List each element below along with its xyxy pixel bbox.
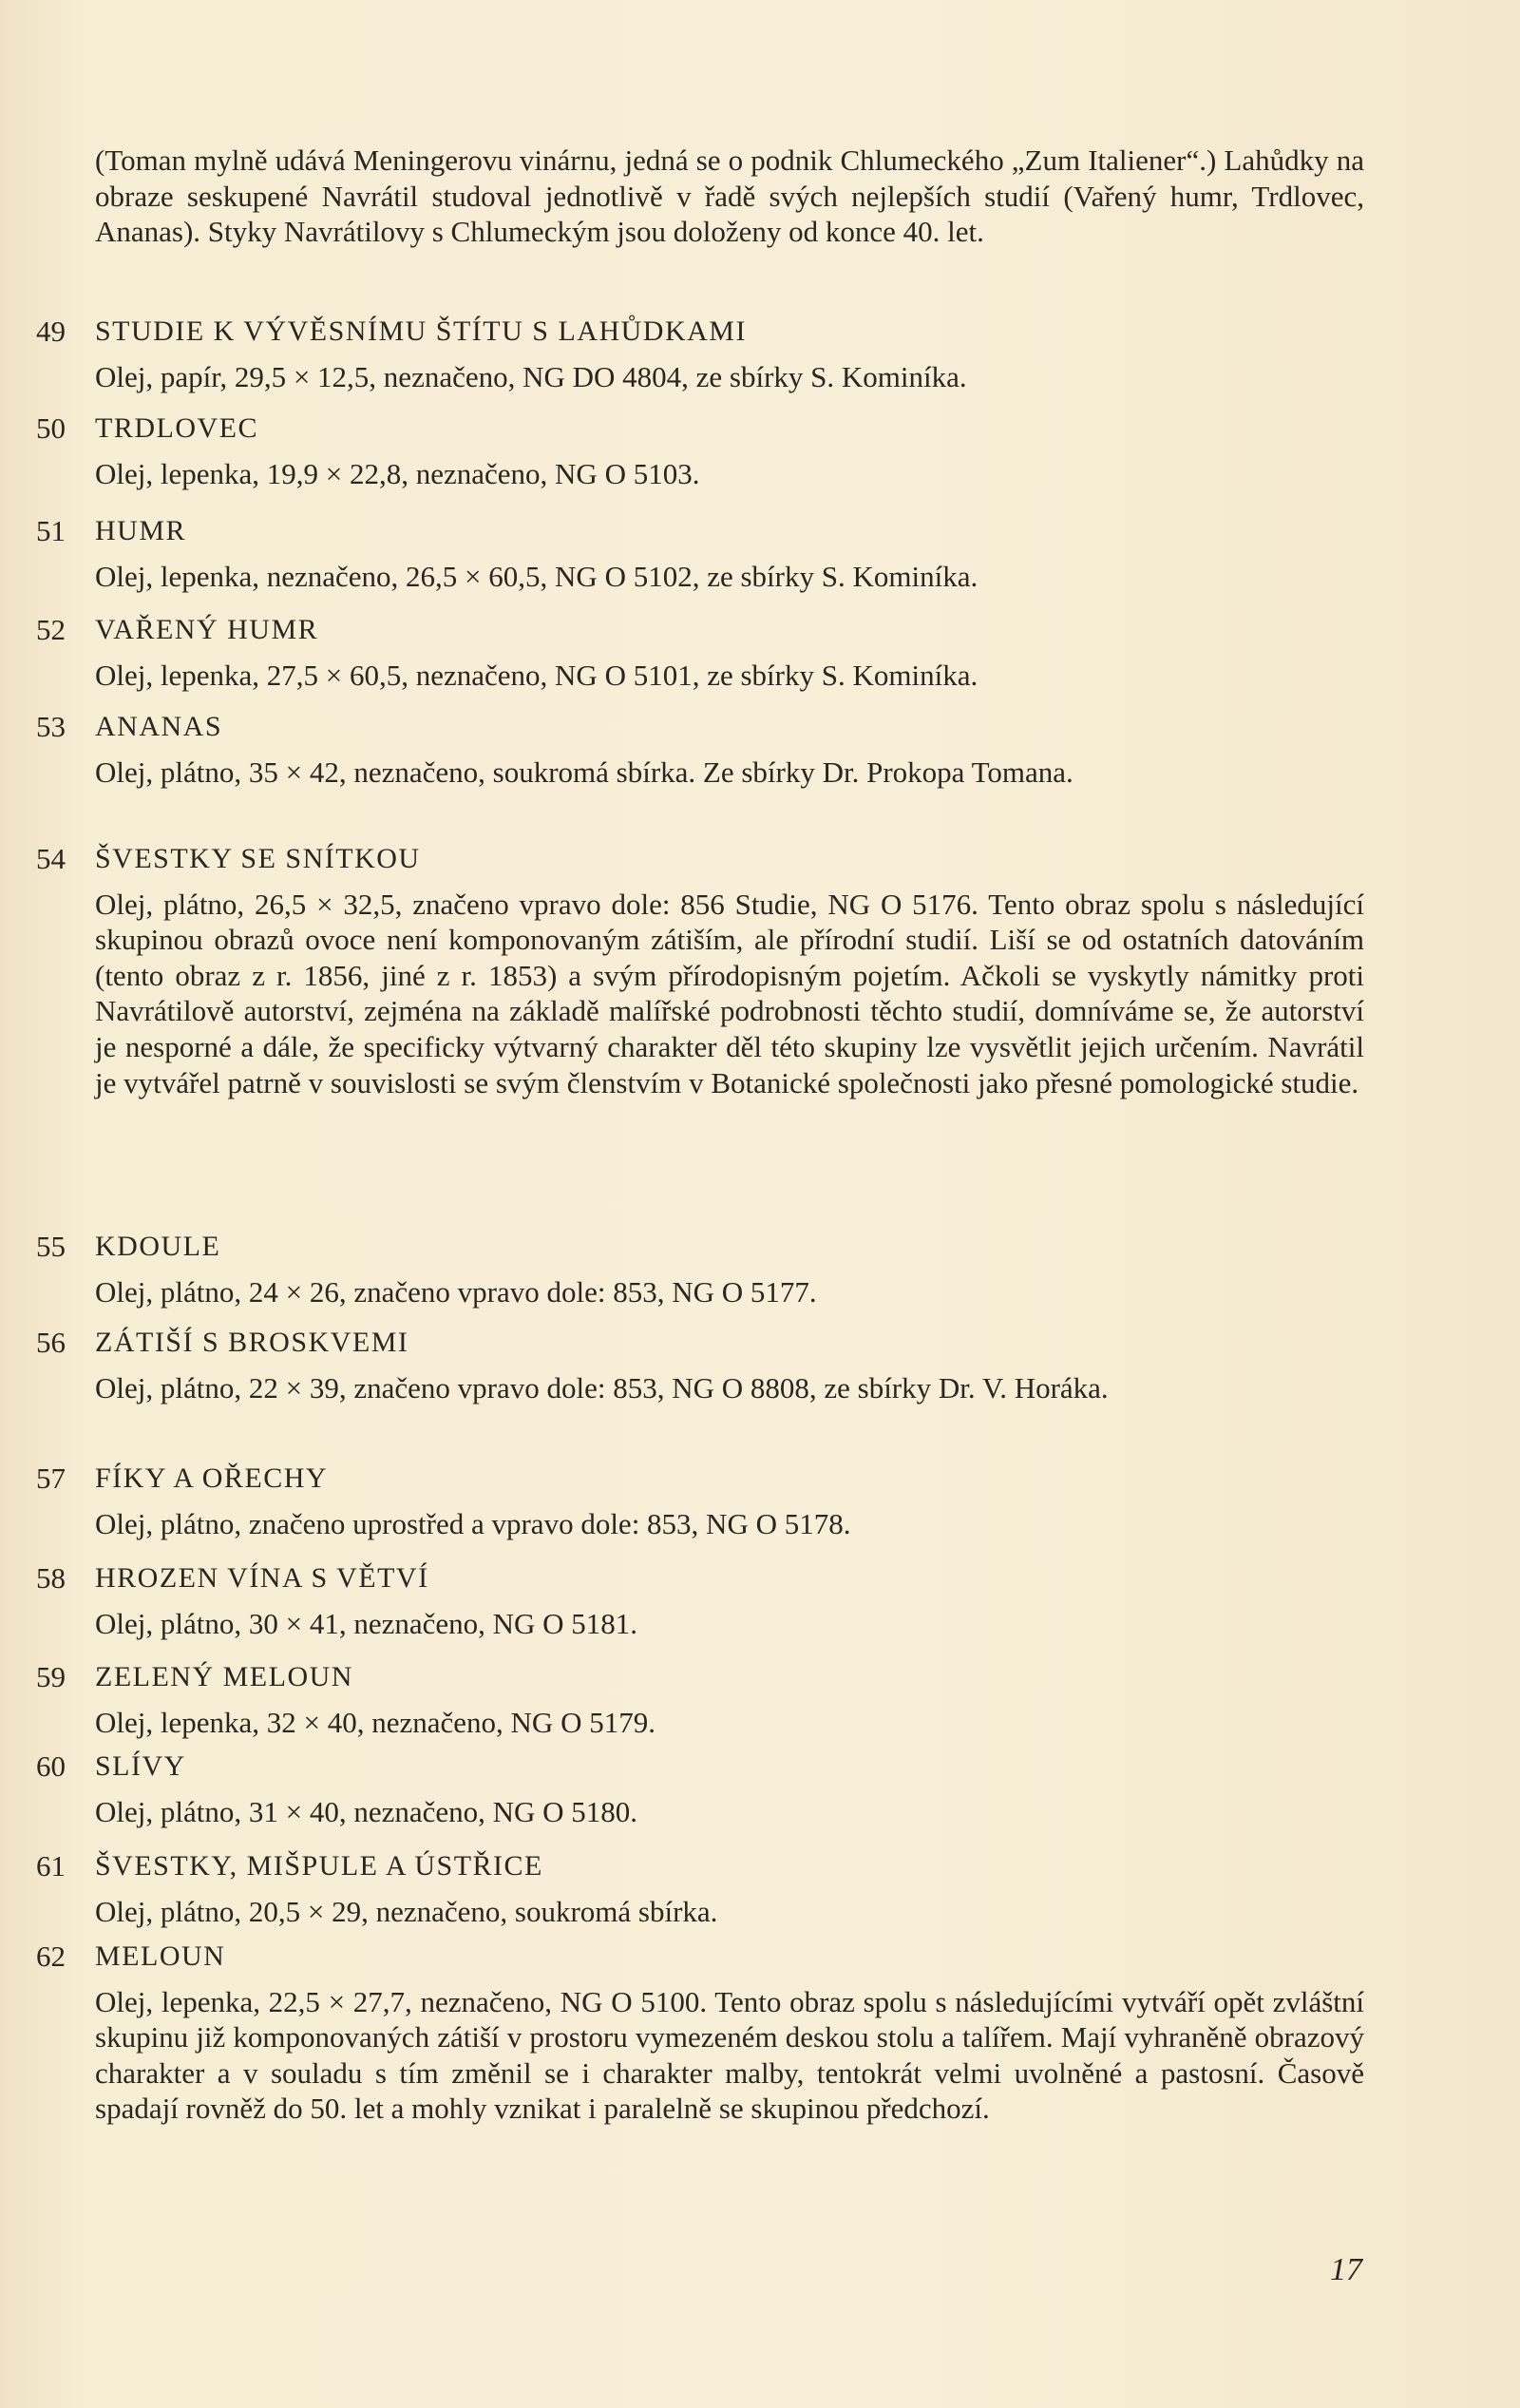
entry-detail: Olej, plátno, 26,5 × 32,5, značeno vpravo dole: 856 Studie, NG O 5176. Tento obraz spolu s následující skupinou obrazů ovoce není komponovaným zátiším, ale přírodní studií. Liší se od ostatních datováním (tento obraz z r. 1856, jiné z r. 1853) a svým přírodopisným pojetím. Ačkoli se vyskytly námitky proti Navrátilově autorství, zejména na základě malířské podrobnosti těchto studií, domníváme se, že autorství je nesporné a dále, že specificky výtvarný charakter děl této skupiny lze vysvětlit jejich určením. Navrátil je vytvářel patrně v souvislosti se svým členstvím v Botanické společnosti jako přesné pomologické studie. [95, 887, 1364, 1099]
entry-title: STUDIE K VÝVĚSNÍMU ŠTÍTU S LAHŮDKAMI [95, 315, 747, 347]
entry-detail: Olej, lepenka, 27,5 × 60,5, neznačeno, NG O 5101, ze sbírky S. Kominíka. [95, 658, 978, 692]
entry-detail: Olej, plátno, značeno uprostřed a vpravo dole: 853, NG O 5178. [95, 1506, 851, 1540]
entry-detail: Olej, lepenka, neznačeno, 26,5 × 60,5, NG O 5102, ze sbírky S. Kominíka. [95, 559, 978, 593]
catalog-entry [36, 1659, 1364, 1740]
entry-title: FÍKY A OŘECHY [95, 1462, 329, 1494]
entry-title: KDOULE [95, 1231, 221, 1262]
entry-number: 52 [36, 613, 66, 646]
entry-detail: Olej, plátno, 31 × 40, neznačeno, NG O 5180. [95, 1794, 638, 1828]
entry-number: 59 [36, 1660, 66, 1693]
entry-title: ŠVESTKY, MIŠPULE A ÚSTŘICE [95, 1850, 543, 1882]
page-number: 17 [1330, 2252, 1362, 2287]
entry-number: 58 [36, 1561, 66, 1595]
entry-number: 60 [36, 1749, 66, 1783]
entry-title: ZELENÝ MELOUN [95, 1661, 353, 1692]
entry-number: 54 [36, 842, 66, 875]
catalog-entry [36, 1229, 1364, 1309]
catalog-entry [36, 411, 1364, 491]
catalog-entry [36, 314, 1364, 394]
catalog-entry [36, 1560, 1364, 1641]
entry-number: 55 [36, 1230, 66, 1263]
entry-title: VAŘENÝ HUMR [95, 614, 319, 645]
catalog-entry [36, 1749, 1364, 1829]
catalog-entry [36, 612, 1364, 693]
entry-detail: Olej, lepenka, 22,5 × 27,7, neznačeno, NG O 5100. Tento obraz spolu s následujícími vytváří opět zvláštní skupinu již komponovaných zátiší v prostoru vymezeném deskou stolu a talířem. Mají vyhraněně obrazový charakter a v souladu s tím změnil se i charakter malby, tentokrát velmi uvolněné a pastosní. Časově spadají rovněž do 50. let a mohly vznikat i paralelně se skupinou předchozí. [95, 1984, 1364, 2126]
entry-detail: Olej, plátno, 24 × 26, značeno vpravo dole: 853, NG O 5177. [95, 1274, 817, 1309]
entry-detail: Olej, plátno, 20,5 × 29, neznačeno, soukromá sbírka. [95, 1894, 718, 1928]
entry-number: 51 [36, 514, 66, 547]
entry-detail: Olej, plátno, 35 × 42, neznačeno, soukromá sbírka. Ze sbírky Dr. Prokopa Tomana. [95, 755, 1074, 789]
catalog-entry [36, 1325, 1364, 1405]
entry-detail: Olej, lepenka, 32 × 40, neznačeno, NG O 5179. [95, 1705, 656, 1739]
catalog-entry [36, 513, 1364, 594]
entry-title: HUMR [95, 515, 187, 546]
entry-title: TRDLOVEC [95, 412, 258, 444]
entry-detail: Olej, plátno, 30 × 41, neznačeno, NG O 5181. [95, 1606, 638, 1640]
entry-detail: Olej, lepenka, 19,9 × 22,8, neznačeno, NG O 5103. [95, 456, 700, 490]
catalog-entry [36, 841, 1364, 1100]
intro-paragraph: (Toman mylně udává Meningerovu vinárnu, jedná se o podnik Chlumeckého „Zum Italiener“.) Lahůdky na obraze seskupené Navrátil studoval jednotlivě v řadě svých nejlepších studií (Vařený humr, Trdlovec, Ananas). Styky Navrátilovy s Chlumeckým jsou doloženy od konce 40. let. [95, 143, 1364, 249]
entry-title: MELOUN [95, 1940, 226, 1972]
entry-number: 56 [36, 1326, 66, 1359]
entry-number: 53 [36, 710, 66, 743]
entry-number: 61 [36, 1849, 66, 1882]
entry-number: 49 [36, 315, 66, 348]
catalog-entry [36, 709, 1364, 790]
catalog-entry [36, 1461, 1364, 1541]
catalog-entry [36, 1939, 1364, 2127]
entry-detail: Olej, plátno, 22 × 39, značeno vpravo dole: 853, NG O 8808, ze sbírky Dr. V. Horáka. [95, 1370, 1109, 1405]
entry-title: ZÁTIŠÍ S BROSKVEMI [95, 1327, 409, 1358]
entry-title: HROZEN VÍNA S VĚTVÍ [95, 1562, 429, 1594]
entry-title: ŠVESTKY SE SNÍTKOU [95, 843, 421, 874]
catalog-entry [36, 1848, 1364, 1929]
entry-title: ANANAS [95, 711, 223, 742]
entry-detail: Olej, papír, 29,5 × 12,5, neznačeno, NG DO 4804, ze sbírky S. Kominíka. [95, 359, 967, 393]
entry-title: SLÍVY [95, 1750, 186, 1782]
entry-number: 62 [36, 1940, 66, 1973]
entry-number: 50 [36, 411, 66, 445]
entry-number: 57 [36, 1462, 66, 1495]
